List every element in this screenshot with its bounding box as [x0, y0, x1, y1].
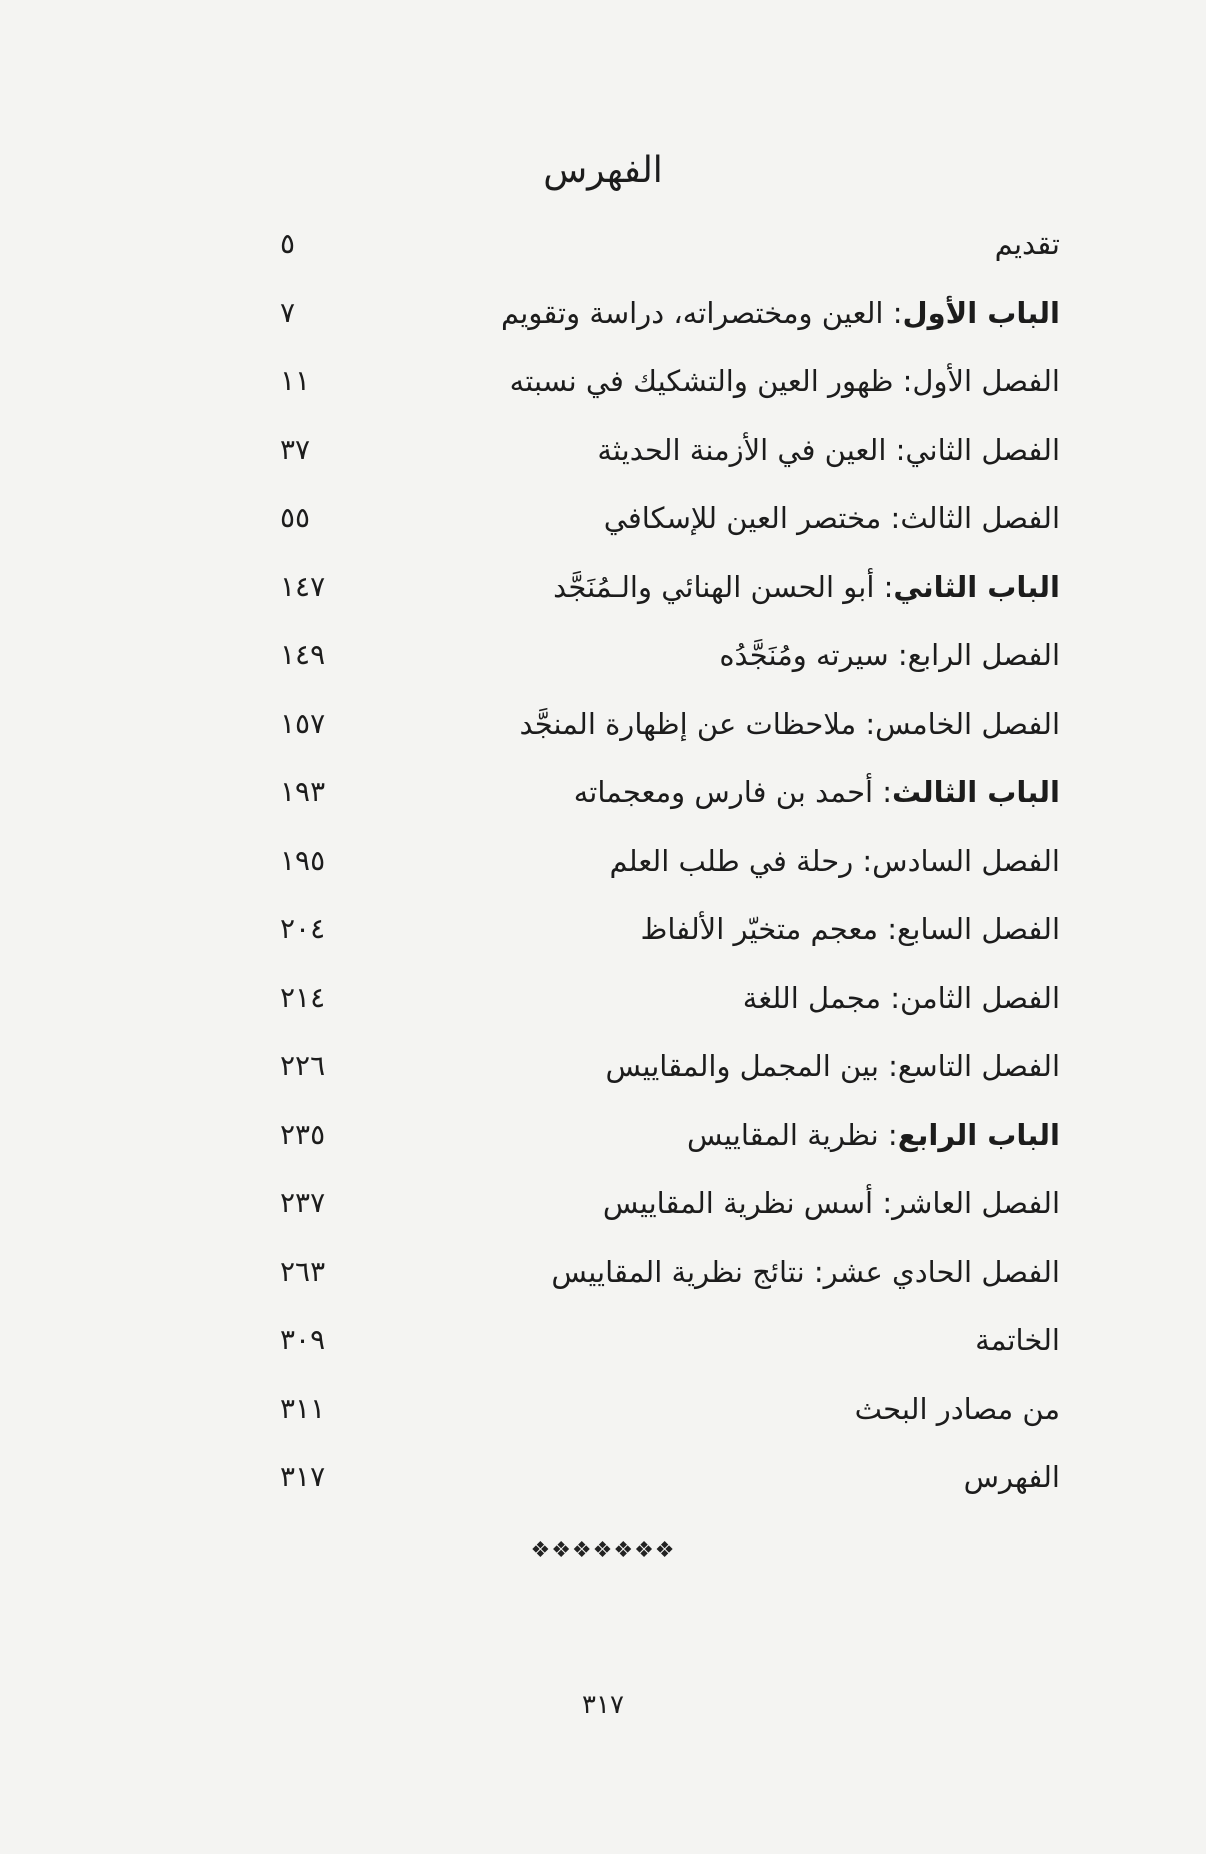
- entry-title: [551, 1250, 1060, 1294]
- entry-page-number: ٣١٧: [280, 1460, 326, 1493]
- entry-title: [597, 428, 1060, 472]
- entry-page-number: ٣١١: [280, 1391, 326, 1425]
- entry-title: [510, 359, 1060, 403]
- entry-title: [719, 633, 1060, 677]
- entry-title: [975, 1318, 1060, 1362]
- toc-entry: [280, 565, 1060, 634]
- toc-entry: [280, 291, 1060, 360]
- entry-page-number: ١٥٧: [280, 706, 326, 740]
- entry-label: الفصل التاسع: بين المجمل والمقاييس: [605, 1049, 1060, 1083]
- entry-label: الفصل الحادي عشر: نتائج نظرية المقاييس: [551, 1254, 1060, 1289]
- entry-title: [995, 222, 1060, 266]
- entry-label: : أحمد بن فارس ومعجماته: [573, 775, 893, 809]
- entry-lead: الباب الثالث: [892, 775, 1060, 809]
- entry-label: الفصل السادس: رحلة في طلب العلم: [609, 843, 1060, 878]
- entry-page-number: ٢٦٣: [280, 1254, 326, 1288]
- toc-entry: [280, 428, 1060, 497]
- entry-page-number: ٥٥: [280, 501, 311, 534]
- entry-label: الفصل الأول: ظهور العين والتشكيك في نسبته: [509, 364, 1060, 398]
- toc-entry: [280, 907, 1060, 976]
- entry-title: [743, 976, 1060, 1020]
- entry-label: الفصل السابع: معجم متخيّر الألفاظ: [640, 912, 1060, 946]
- entry-title: [964, 1455, 1060, 1499]
- entry-lead: الباب الرابع: [897, 1117, 1060, 1152]
- toc-entry: [280, 702, 1060, 771]
- entry-page-number: ١٤٩: [280, 638, 326, 671]
- entry-page-number: ٢٣٧: [280, 1186, 326, 1219]
- entry-title: [609, 839, 1060, 883]
- toc-entry: [280, 1387, 1060, 1456]
- entry-label: : أبو الحسن الهنائي والـمُنَجَّد: [553, 569, 894, 604]
- toc-entry: [280, 496, 1060, 565]
- table-of-contents: [280, 222, 1060, 1524]
- toc-entry: [280, 359, 1060, 428]
- entry-label: الفصل الخامس: ملاحظات عن إظهارة المنجَّد: [519, 706, 1060, 741]
- entry-title: [687, 1113, 1060, 1157]
- page-title: الفهرس: [543, 150, 663, 191]
- entry-label: تقديم: [994, 227, 1060, 261]
- toc-entry: [280, 1181, 1060, 1250]
- entry-page-number: ٧: [280, 295, 296, 329]
- toc-entry: [280, 839, 1060, 908]
- toc-entry: [280, 1455, 1060, 1524]
- toc-entry: [280, 1113, 1060, 1182]
- ornament-divider: ❖❖❖❖❖❖❖: [530, 1538, 676, 1563]
- entry-page-number: ٢٢٦: [280, 1049, 326, 1082]
- entry-label: الخاتمة: [975, 1323, 1060, 1357]
- entry-title: [553, 565, 1060, 609]
- toc-entry: [280, 222, 1060, 291]
- entry-page-number: ٣٧: [280, 432, 311, 466]
- toc-entry: [280, 976, 1060, 1045]
- entry-page-number: ١٩٥: [280, 843, 326, 877]
- toc-entry: [280, 1044, 1060, 1113]
- entry-label: الفصل الثالث: مختصر العين للإسكافي: [603, 501, 1060, 535]
- entry-page-number: ٢١٤: [280, 980, 326, 1014]
- entry-label: الفصل الثامن: مجمل اللغة: [742, 980, 1060, 1015]
- entry-label: : نظرية المقاييس: [687, 1117, 898, 1152]
- entry-title: [603, 1181, 1060, 1225]
- entry-title: [501, 291, 1060, 335]
- page-folio-number: ٣١٧: [582, 1690, 624, 1720]
- entry-page-number: ١٩٣: [280, 775, 326, 808]
- entry-label: من مصادر البحث: [854, 1391, 1060, 1426]
- entry-title: [855, 1387, 1060, 1431]
- entry-label: الفصل الرابع: سيرته ومُنَجَّدُه: [719, 638, 1060, 672]
- entry-label: الفصل الثاني: العين في الأزمنة الحديثة: [597, 432, 1060, 467]
- entry-title: [520, 702, 1060, 746]
- entry-page-number: ١١: [280, 364, 311, 397]
- entry-label: الفصل العاشر: أسس نظرية المقاييس: [602, 1186, 1060, 1220]
- toc-entry: [280, 1250, 1060, 1319]
- entry-lead: الباب الأول: [902, 295, 1060, 330]
- toc-entry: [280, 1318, 1060, 1387]
- entry-title: [574, 770, 1060, 814]
- entry-label: : العين ومختصراته، دراسة وتقويم: [501, 295, 903, 330]
- entry-page-number: ٢٣٥: [280, 1117, 326, 1151]
- entry-title: [606, 1044, 1061, 1088]
- entry-title: [604, 496, 1060, 540]
- entry-label: الفهرس: [963, 1460, 1060, 1494]
- entry-lead: الباب الثاني: [893, 569, 1060, 604]
- toc-entry: [280, 633, 1060, 702]
- toc-entry: [280, 770, 1060, 839]
- entry-title: [641, 907, 1060, 951]
- entry-page-number: ٥: [280, 227, 296, 260]
- entry-page-number: ٢٠٤: [280, 912, 326, 945]
- entry-page-number: ١٤٧: [280, 569, 326, 603]
- entry-page-number: ٣٠٩: [280, 1323, 326, 1356]
